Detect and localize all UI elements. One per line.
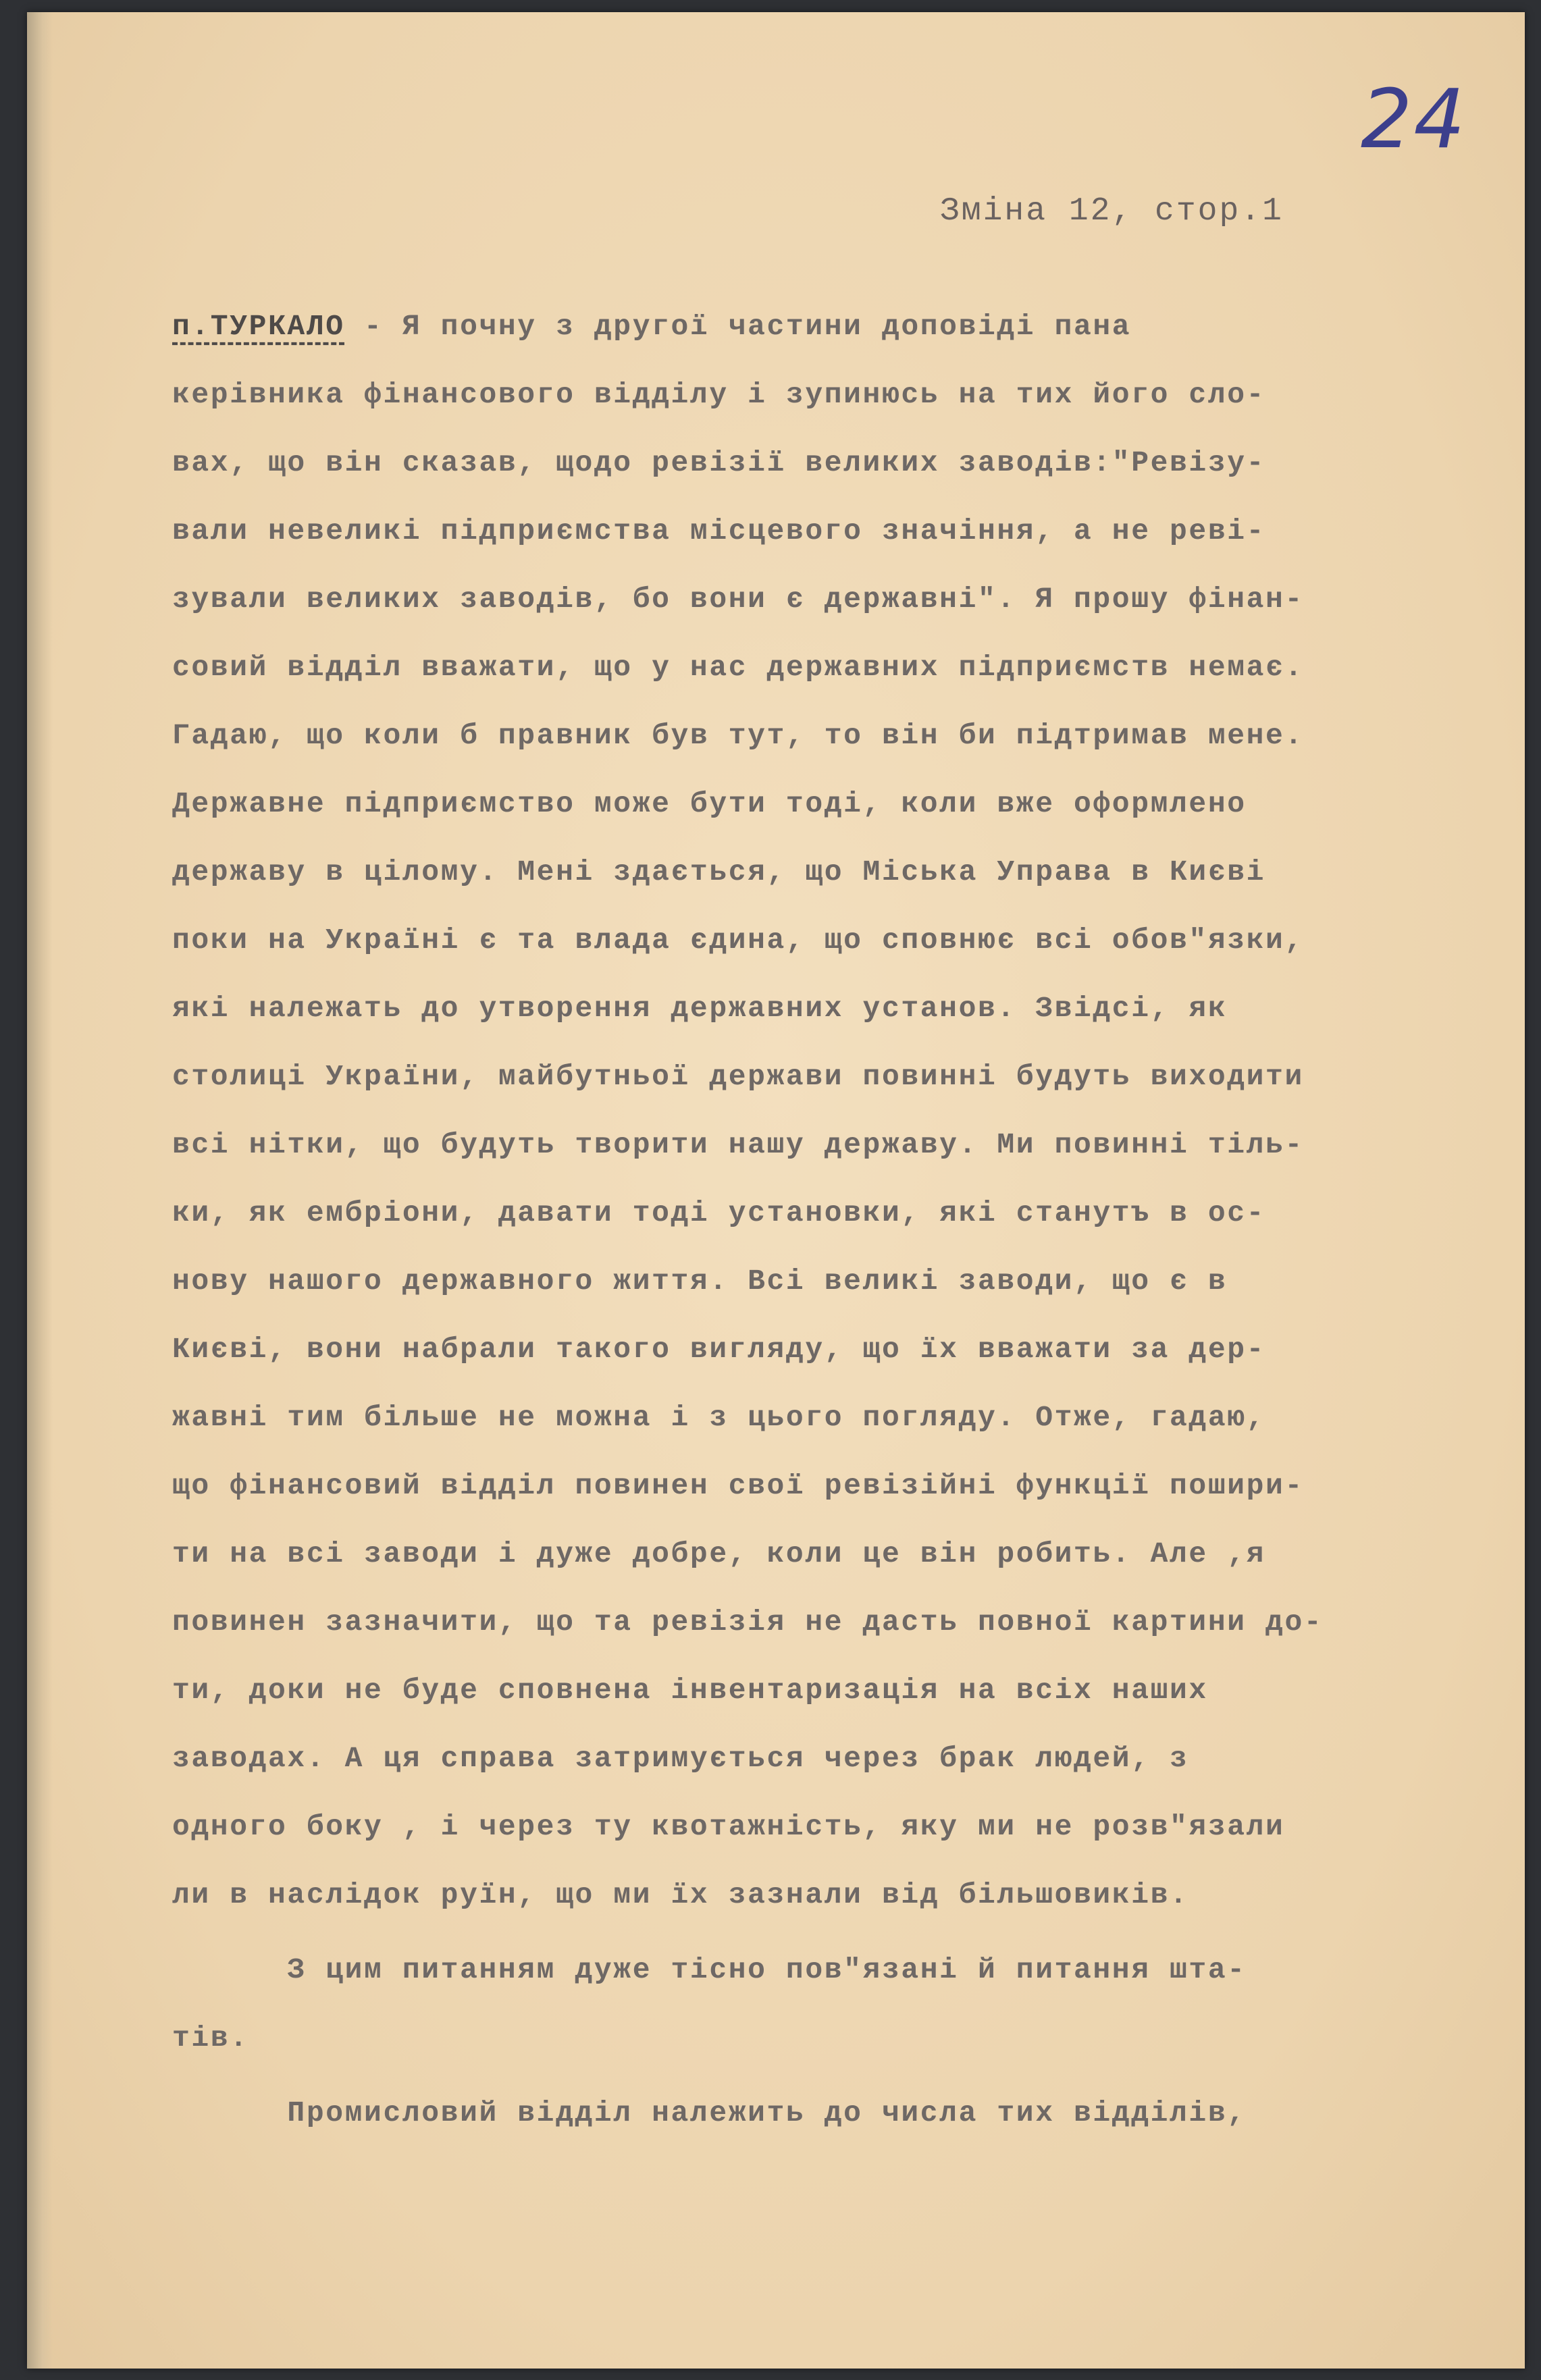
document-page [27, 12, 1525, 2369]
text-line: ли в наслідок руїн, що ми їх зазнали від більшовиків. [172, 1878, 1189, 1911]
text-line-content: - Я почну з другої частини доповіді пана [344, 310, 1132, 343]
text-line: зували великих заводів, бо вони є державні". Я прошу фінан- [172, 583, 1304, 616]
text-line: ти, доки не буде сповнена інвентаризація на всіх наших [172, 1674, 1208, 1707]
page-binding-edge [27, 12, 53, 2369]
text-line: ки, як ембріони, давати тоді установки, які станутъ в ос- [172, 1196, 1266, 1229]
text-line: що фінансовий відділ повинен свої ревізійні функції пошири- [172, 1469, 1304, 1502]
paragraph-line: Промисловий відділ належить до числа тих відділів, [172, 2096, 1247, 2130]
text-line: повинен зазначити, що та ревізія не дасть повної картини до- [172, 1606, 1324, 1639]
text-line: Державне підприємство може бути тоді, коли вже оформлено [172, 787, 1247, 820]
text-line: всі нітки, що будуть творити нашу державу. Ми повинні тіль- [172, 1128, 1304, 1161]
text-line: нову нашого державного життя. Всі великі заводи, що є в [172, 1265, 1228, 1298]
text-line: які належать до утворення державних установ. Звідсі, як [172, 992, 1228, 1025]
text-line: совий відділ вважати, що у нас державних підприємств немає. [172, 651, 1304, 684]
speaker-name: п.ТУРКАЛО [172, 310, 345, 343]
text-line: вали невеликі підприємства місцевого значіння, а не ревi- [172, 514, 1266, 548]
folio-number: 24 [1361, 73, 1467, 167]
text-line: Гадаю, що коли б правник був тут, то він би підтримав мене. [172, 719, 1304, 752]
text-line: столиці України, майбутньої держави повинні будуть виходити [172, 1060, 1304, 1093]
text-line: заводах. А ця справа затримується через брак людей, з [172, 1742, 1189, 1775]
text-line: державу в цілому. Мені здається, що Міська Управа в Києві [172, 855, 1266, 889]
text-line: ти на всі заводи і дуже добре, коли це він робить. Але ,я [172, 1537, 1266, 1570]
text-line: поки на Україні є та влада єдина, що сповнює всі обов"язки, [172, 924, 1304, 957]
paragraph-line: тів. [172, 2021, 249, 2055]
paragraph-line: З цим питанням дуже тісно пов"язані й питання шта- [172, 1953, 1247, 1986]
text-line: вах, що він сказав, щодо ревізії великих заводів:"Ревізу- [172, 446, 1266, 479]
text-line: керівника фінансового відділу і зупинюсь на тих його сло- [172, 378, 1266, 411]
text-line [172, 292, 1506, 361]
page-reference: Зміна 12, стор.1 [940, 193, 1284, 230]
text-line: одного боку , і через ту квотажність, яку ми не розв"язали [172, 1810, 1285, 1843]
document-body [172, 292, 1506, 2147]
text-line: Києві, вони набрали такого вигляду, що їх вважати за дер- [172, 1333, 1266, 1366]
text-line: жавні тим більше не можна і з цього погляду. Отже, гадаю, [172, 1401, 1266, 1434]
